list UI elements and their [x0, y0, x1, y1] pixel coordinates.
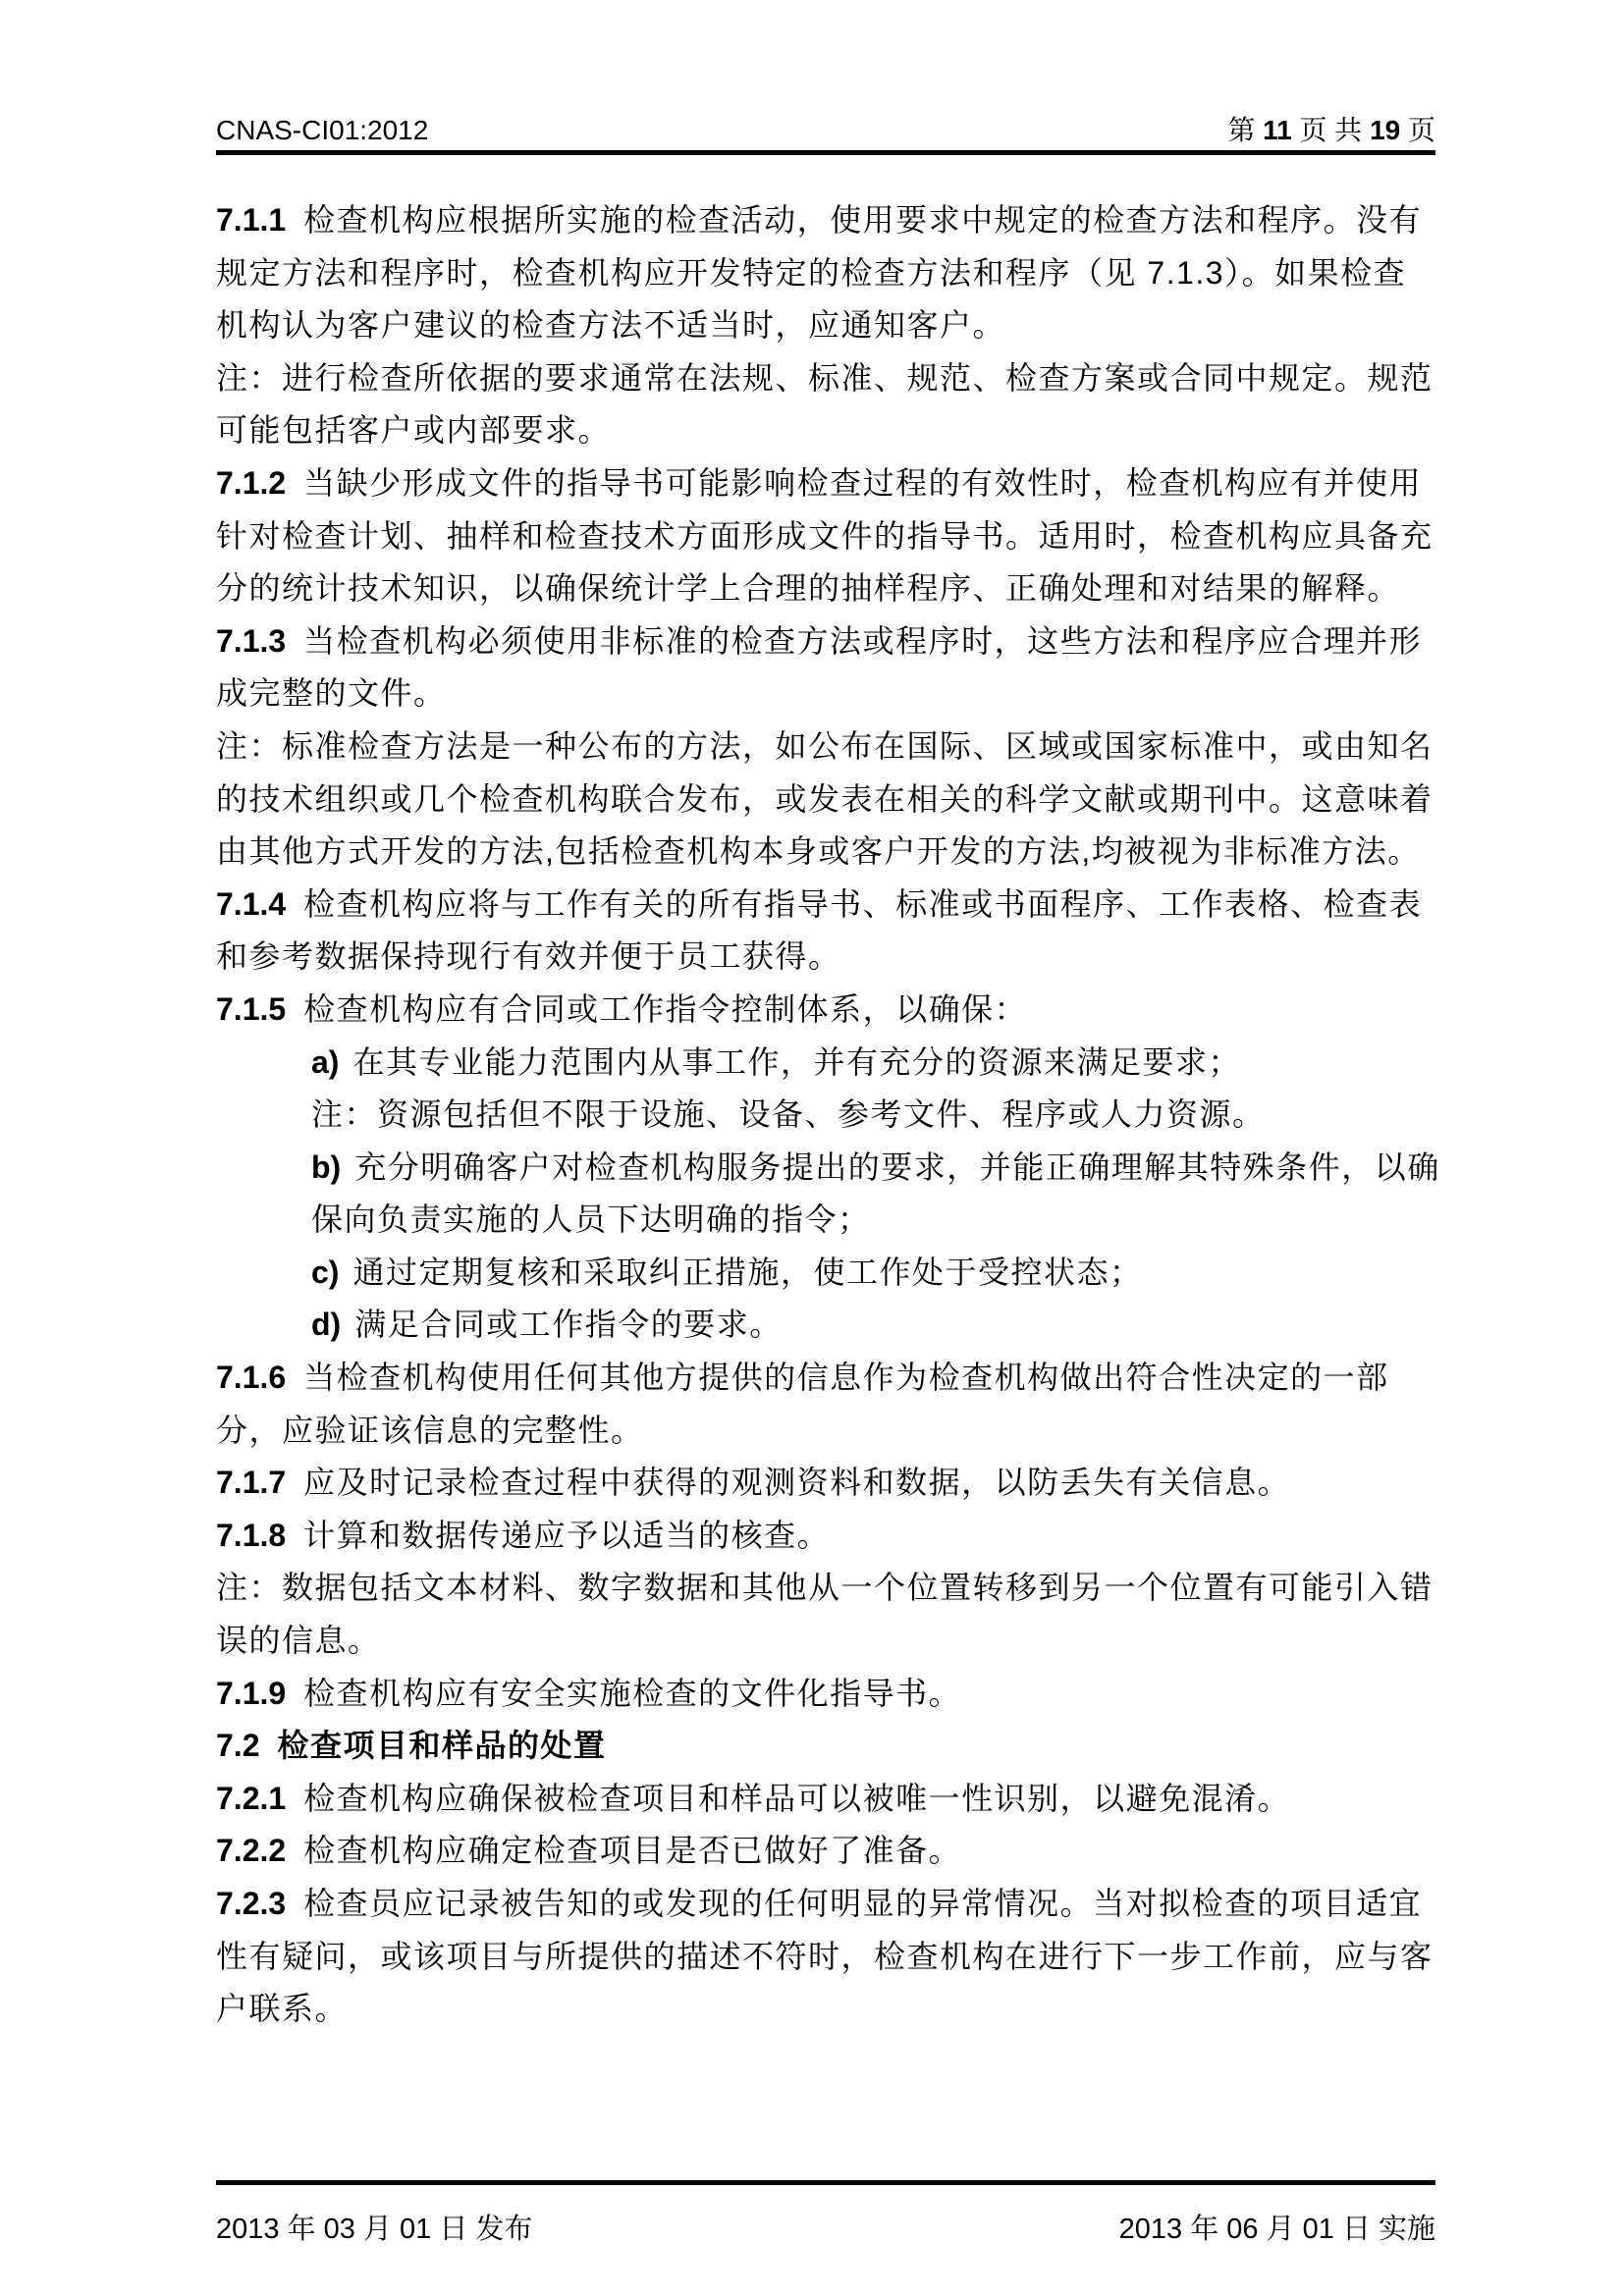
doc-code: CNAS-CI01:2012: [216, 115, 429, 145]
line-text: 在其专业能力范围内从事工作，并有充分的资源来满足要求；: [352, 1043, 1241, 1080]
clause-number: 7.1.8: [216, 1517, 287, 1553]
implementation-date: 2013 年 06 月 01 日 实施: [1118, 2214, 1435, 2245]
line-text: 检查机构应根据所实施的检查活动，使用要求中规定的检查方法和程序。没有: [303, 202, 1423, 238]
line-text: 机构认为客户建议的检查方法不适当时，应通知客户。: [216, 307, 1006, 344]
line-text: 检查项目和样品的处置: [277, 1728, 607, 1764]
text-line: [216, 1352, 1483, 1405]
clause-number: 7.1.3: [216, 622, 287, 659]
line-text: 通过定期复核和采取纠正措施，使工作处于受控状态；: [352, 1254, 1143, 1290]
header-rule: [216, 150, 1435, 155]
page-indicator-prefix: 第: [1227, 115, 1264, 145]
page-indicator: [1227, 114, 1435, 147]
text-line: [216, 510, 1483, 563]
text-line: [216, 1194, 1483, 1247]
line-text: 注：标准检查方法是一种公布的方法，如公布在国际、区域或国家标准中，或由知名: [216, 727, 1434, 764]
line-text: 和参考数据保持现行有效并便于员工获得。: [216, 938, 841, 975]
line-text: 应及时记录检查过程中获得的观测资料和数据，以防丢失有关信息。: [303, 1465, 1291, 1501]
text-line: [216, 299, 1483, 352]
clause-number: 7.1.7: [216, 1465, 287, 1501]
text-line: [216, 774, 1483, 827]
clause-number: 7.1.6: [216, 1360, 287, 1396]
line-text: 检查机构应有合同或工作指令控制体系，以确保：: [303, 990, 1028, 1027]
clause-number: 7.1.1: [216, 202, 287, 238]
clause-number: 7.2.1: [216, 1780, 287, 1816]
text-line: [216, 1773, 1483, 1826]
line-text: 检查机构应确保被检查项目和样品可以被唯一性识别，以避免混淆。: [303, 1780, 1291, 1816]
line-text: 检查机构应有安全实施检查的文件化指导书。: [303, 1675, 962, 1711]
text-line: [216, 1457, 1483, 1510]
text-line: [216, 1878, 1483, 1931]
text-line: [216, 1983, 1483, 2036]
clause-number: d): [311, 1307, 342, 1343]
page-footer: [216, 2211, 1435, 2248]
line-text: 充分明确客户对检查机构服务提出的要求，并能正确理解其特殊条件，以确: [354, 1148, 1440, 1185]
text-line: [216, 457, 1483, 510]
text-line: [216, 247, 1483, 300]
footer-rule: [216, 2180, 1435, 2185]
text-line: [216, 826, 1483, 879]
line-text: 注：数据包括文本材料、数字数据和其他从一个位置转移到另一个位置有可能引入错: [216, 1570, 1434, 1606]
line-text: 注：资源包括但不限于设施、设备、参考文件、程序或人力资源。: [311, 1096, 1266, 1133]
line-text: 成完整的文件。: [216, 675, 447, 712]
text-line: [216, 931, 1483, 984]
line-text: 注：进行检查所依据的要求通常在法规、标准、规范、检查方案或合同中规定。规范: [216, 359, 1434, 396]
text-line: [216, 721, 1483, 774]
text-line: [216, 879, 1483, 932]
line-text: 检查员应记录被告知的或发现的任何明显的异常情况。当对拟检查的项目适宜: [303, 1886, 1423, 1921]
clause-number: a): [311, 1043, 340, 1080]
line-text: 性有疑问，或该项目与所提供的描述不符时，检查机构在进行下一步工作前，应与客: [216, 1938, 1434, 1974]
line-text: 由其他方式开发的方法,包括检查机构本身或客户开发的方法,均被视为非标准方法。: [216, 833, 1421, 870]
text-line: [216, 562, 1483, 615]
text-line: [216, 1037, 1483, 1090]
clause-number: 7.1.4: [216, 885, 287, 922]
current-page-number: 11: [1263, 115, 1292, 145]
text-line: [216, 1720, 1483, 1773]
text-line: [216, 1825, 1483, 1878]
line-text: 当检查机构必须使用非标准的检查方法或程序时，这些方法和程序应合理并形: [303, 622, 1423, 659]
line-text: 分的统计技术知识，以确保统计学上合理的抽样程序、正确处理和对结果的解释。: [216, 570, 1401, 607]
text-line: [216, 1089, 1483, 1142]
issue-date: 2013 年 03 月 01 日 发布: [216, 2214, 533, 2245]
clause-number: 7.2: [216, 1728, 260, 1764]
page-indicator-middle: 页 共: [1291, 115, 1371, 145]
clause-number: 7.1.9: [216, 1675, 287, 1711]
line-text: 计算和数据传递应予以适当的核查。: [303, 1517, 831, 1553]
line-text: 的技术组织或几个检查机构联合发布，或发表在相关的科学文献或期刊中。这意味着: [216, 780, 1434, 817]
line-text: 保向负责实施的人员下达明确的指令；: [311, 1201, 871, 1238]
line-text: 当缺少形成文件的指导书可能影响检查过程的有效性时，检查机构应有并使用: [303, 464, 1423, 501]
line-text: 户联系。: [216, 1991, 349, 2027]
text-line: [216, 1668, 1483, 1721]
text-line: [216, 1615, 1483, 1668]
line-text: 分，应验证该信息的完整性。: [216, 1412, 644, 1448]
text-line: [216, 194, 1483, 247]
clause-number: 7.1.2: [216, 464, 287, 501]
line-text: 可能包括客户或内部要求。: [216, 412, 612, 449]
text-line: [216, 984, 1483, 1037]
clause-number: 7.2.2: [216, 1833, 287, 1869]
clause-number: c): [311, 1254, 340, 1290]
text-line: [216, 1405, 1483, 1458]
text-line: [216, 1510, 1483, 1563]
line-text: 针对检查计划、抽样和检查技术方面形成文件的指导书。适用时，检查机构应具备充: [216, 517, 1434, 554]
line-text: 误的信息。: [216, 1623, 381, 1659]
text-line: [216, 1142, 1483, 1195]
text-line: [216, 1562, 1483, 1615]
page-indicator-suffix: 页: [1400, 115, 1435, 145]
document-body: [216, 194, 1483, 2036]
clause-number: 7.1.5: [216, 990, 287, 1027]
line-text: 规定方法和程序时，检查机构应开发特定的检查方法和程序（见 7.1.3）。如果检查: [216, 254, 1407, 291]
text-line: [216, 667, 1483, 721]
text-line: [216, 1931, 1483, 1984]
line-text: 满足合同或工作指令的要求。: [354, 1307, 783, 1343]
clause-number: 7.2.3: [216, 1886, 287, 1921]
text-line: [216, 404, 1483, 457]
text-line: [216, 1247, 1483, 1300]
clause-number: b): [311, 1148, 342, 1185]
text-line: [216, 1299, 1483, 1352]
page-header: [216, 114, 1435, 147]
text-line: [216, 352, 1483, 405]
line-text: 当检查机构使用任何其他方提供的信息作为检查机构做出符合性决定的一部: [303, 1360, 1389, 1396]
line-text: 检查机构应确定检查项目是否已做好了准备。: [303, 1833, 962, 1869]
line-text: 检查机构应将与工作有关的所有指导书、标准或书面程序、工作表格、检查表: [303, 885, 1423, 922]
text-line: [216, 615, 1483, 668]
total-page-number: 19: [1370, 115, 1401, 145]
